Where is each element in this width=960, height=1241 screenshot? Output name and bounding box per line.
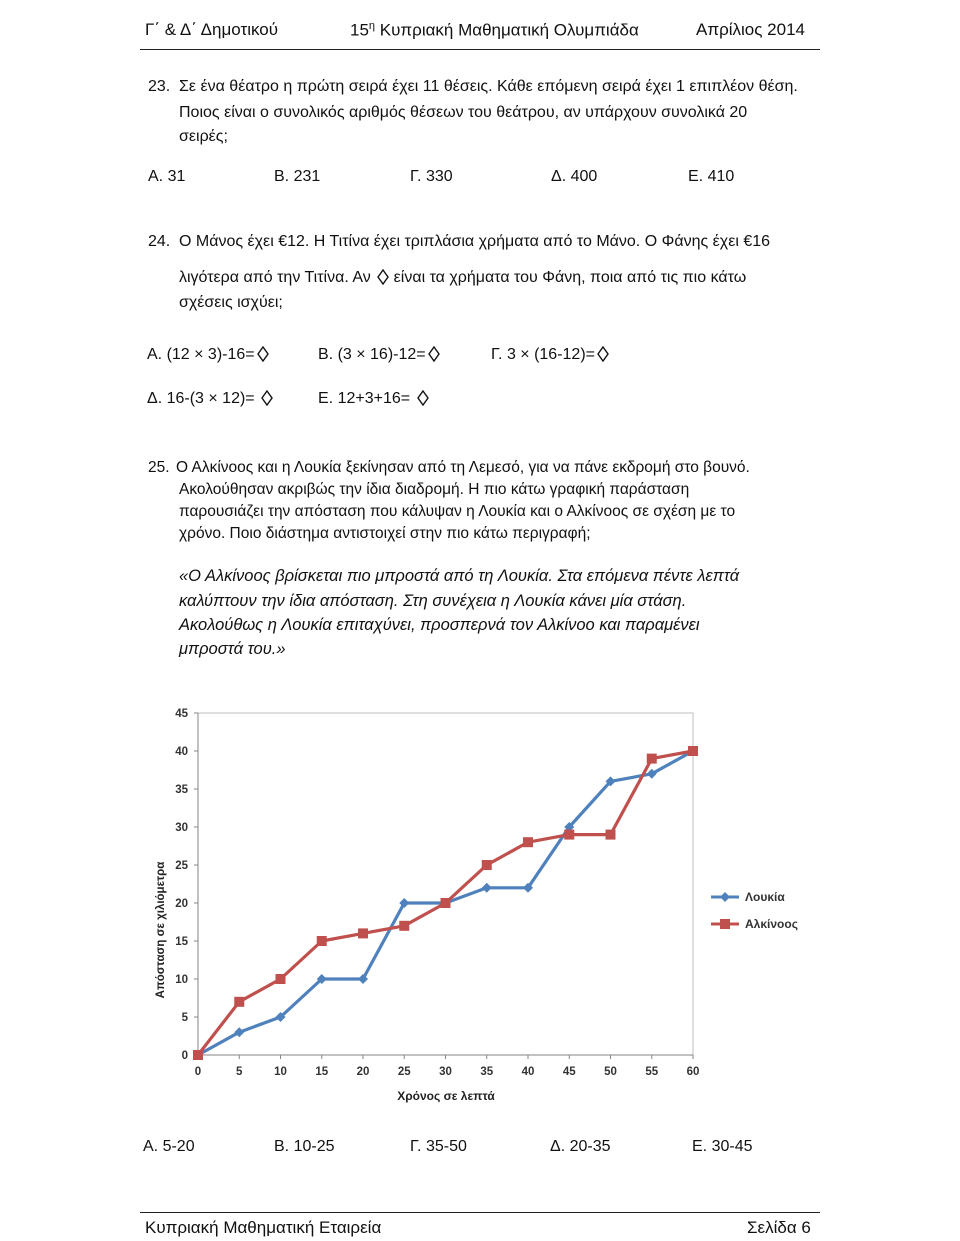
y-tick-label: 45 [175,708,188,720]
legend-label-1: Αλκίνοος [745,917,798,931]
y-axis-title: Απόσταση σε χιλιόμετρα [155,861,167,999]
x-tick-label: 25 [397,1066,411,1078]
y-tick-label: 30 [175,822,188,834]
q24-line-2-end: είναι τα χρήματα του Φάνη, ποια από τις πιο κάτω [393,269,747,286]
q25-quote-line-1: «Ο Αλκίνοος βρίσκεται πιο μπροστά από τη Λουκία. Στα επόμενα πέντε λεπτά [179,567,740,585]
y-tick-label: 0 [181,1050,188,1062]
q24-line-2 [179,269,746,287]
x-tick-label: 0 [194,1066,202,1078]
q24-line-1: Ο Μάνος έχει €12. Η Τιτίνα έχει τριπλάσια χρήματα από το Μάνο. Ο Φάνης έχει €16 [179,233,771,250]
q23-option-a: Α. 31 [148,168,186,185]
y-tick-label: 15 [175,936,188,948]
x-tick-label: 35 [480,1066,494,1078]
q23-line-3: σειρές; [179,128,228,145]
x-tick-label: 50 [604,1066,617,1078]
q25-line-4: χρόνο. Ποιο διάστημα αντιστοιχεί στην πιο κάτω περιγραφή; [179,525,591,542]
data-point-square [399,921,409,931]
q24-line-3: σχέσεις ισχύει; [179,294,283,311]
y-tick-label: 20 [175,898,188,910]
q25-option-c: Γ. 35-50 [410,1138,467,1155]
x-axis-title: Χρόνος σε λεπτά [397,1089,495,1103]
footer-rule [140,1212,820,1213]
data-point-square [234,997,244,1007]
y-tick-label: 35 [175,784,188,796]
x-tick-label: 15 [315,1066,329,1078]
data-point-square [276,974,286,984]
q24-option-c: Γ. 3 × (16-12)= [491,346,609,364]
legend-marker-diamond [720,892,730,902]
x-tick-label: 45 [562,1066,576,1078]
y-tick-label: 25 [175,860,188,872]
legend-label-0: Λουκία [745,890,785,904]
header-grade: Γ΄ & Δ΄ Δημοτικού [145,20,279,39]
data-point-square [317,936,327,946]
q25-option-e: Ε. 30-45 [692,1138,753,1155]
x-tick-label: 10 [274,1066,287,1078]
diamond-symbol-icon [257,346,269,362]
q25-quote-line-4: μπροστά του.» [179,640,286,658]
plot-area [198,713,693,1055]
data-point-square [647,754,657,764]
q25-option-b: Β. 10-25 [274,1138,335,1155]
data-point-diamond [482,883,492,893]
q25-number: 25. [148,459,170,476]
header-date: Απρίλιος 2014 [696,20,805,39]
data-point-square [523,837,533,847]
chart-legend [711,890,798,931]
x-tick-label: 55 [645,1066,659,1078]
q25-line-3: παρουσιάζει την απόσταση που κάλυψαν η Λουκία και ο Αλκίνοος σε σχέση με το [179,503,736,520]
data-point-square [193,1050,203,1060]
q23-number: 23. [148,78,171,95]
q23-option-c: Γ. 330 [410,168,453,185]
header-rule [140,49,820,50]
diamond-symbol-icon [428,346,440,362]
q25-line-1: Ο Αλκίνοος και η Λουκία ξεκίνησαν από τη Λεμεσό, για να πάνε εκδρομή στο βουνό. [176,459,750,476]
footer-society: Κυπριακή Μαθηματική Εταιρεία [145,1218,382,1237]
y-tick-label: 5 [181,1012,188,1024]
data-point-square [688,746,698,756]
q23-line-2: Ποιος είναι ο συνολικός αριθμός θέσεων του θεάτρου, αν υπάρχουν συνολικά 20 [179,104,748,121]
q24-number: 24. [148,233,171,250]
x-tick-label: 40 [521,1066,535,1078]
q24-option-e: Ε. 12+3+16= [318,390,429,408]
x-tick-label: 5 [236,1066,243,1078]
data-point-square [564,830,574,840]
diamond-symbol-icon [417,390,429,406]
diamond-symbol-icon [597,346,609,362]
q25-quote-line-2: καλύπτουν την ίδια απόσταση. Στη συνέχεια η Λουκία κάνει μία στάση. [179,592,687,610]
distance-time-chart [140,695,810,1115]
y-tick-label: 40 [175,746,188,758]
header-olympiad [350,20,639,41]
x-tick-label: 30 [439,1066,452,1078]
q25-option-d: Δ. 20-35 [550,1138,611,1155]
q23-option-e: Ε. 410 [688,168,735,185]
data-point-square [441,898,451,908]
q24-option-d: Δ. 16-(3 × 12)= [147,390,273,408]
legend-marker-square [720,919,730,929]
olympiad-superscript: η [368,20,376,32]
q23-option-d: Δ. 400 [551,168,598,185]
footer-page: Σελίδα 6 [747,1218,811,1237]
diamond-symbol-icon [377,269,389,285]
q25-quote-line-3: Ακολούθως η Λουκία επιταχύνει, προσπερνά τον Αλκίνοο και παραμένει [179,616,700,634]
q25-line-2: Ακολούθησαν ακριβώς την ίδια διαδρομή. Η πιο κάτω γραφική παράσταση [179,481,690,498]
x-tick-label: 60 [686,1066,700,1078]
diamond-symbol-icon [261,390,273,406]
olympiad-title: Κυπριακή Μαθηματική Ολυμπιάδα [379,20,639,40]
data-point-square [482,860,492,870]
q24-line-2-start: λιγότερα από την Τιτίνα. Αν [179,269,371,286]
q25-option-a: Α. 5-20 [143,1138,195,1155]
q24-option-a: Α. (12 × 3)-16= [147,346,269,364]
data-point-square [358,928,368,938]
data-point-square [606,830,616,840]
q24-option-b: Β. (3 × 16)-12= [318,346,440,364]
olympiad-number: 15 [350,20,369,40]
y-tick-label: 10 [175,974,188,986]
q23-option-b: Β. 231 [274,168,321,185]
q23-line-1: Σε ένα θέατρο η πρώτη σειρά έχει 11 θέσεις. Κάθε επόμενη σειρά έχει 1 επιπλέον θέση. [179,78,798,95]
x-tick-label: 20 [356,1066,370,1078]
